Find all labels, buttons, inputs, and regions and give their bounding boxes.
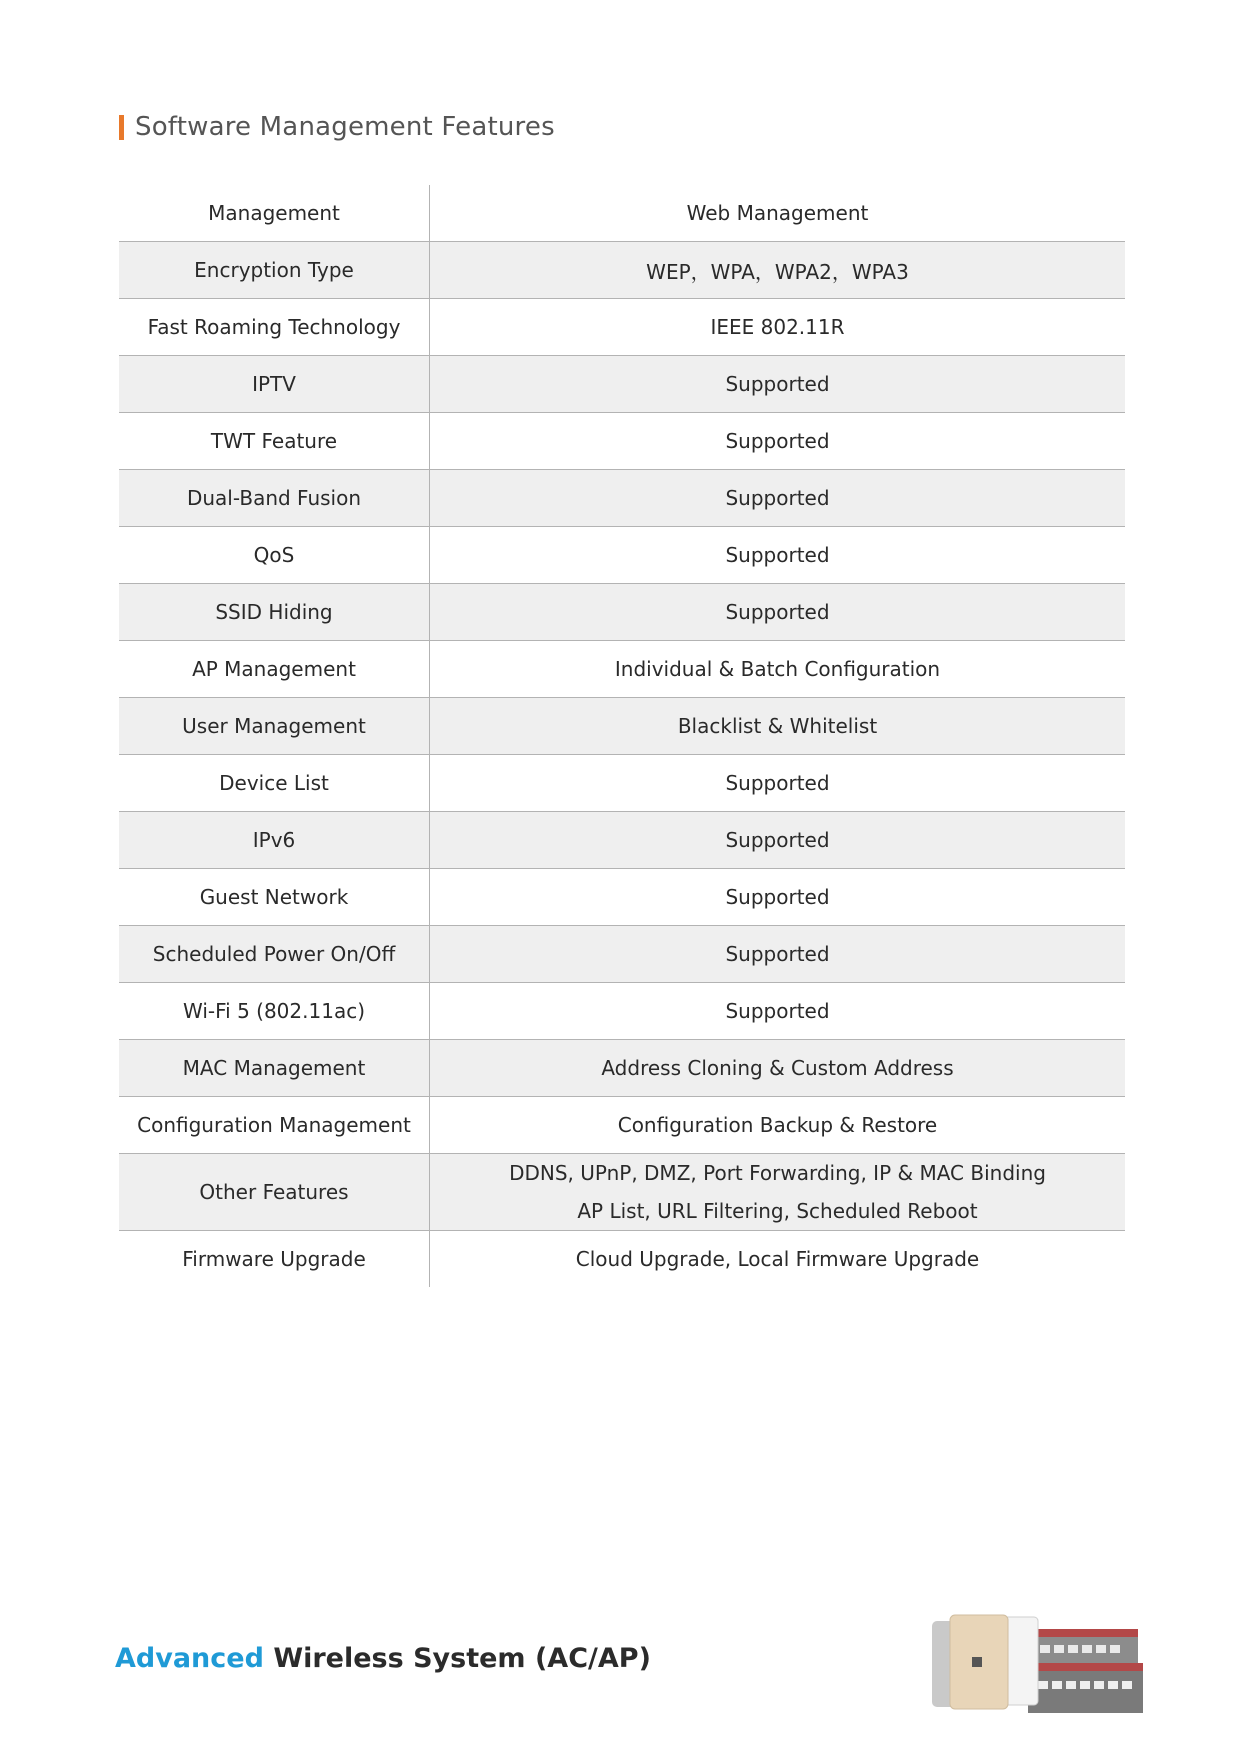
feature-value-text: Supported xyxy=(725,942,830,966)
footer-brand xyxy=(115,1643,651,1674)
feature-value-cell xyxy=(430,356,1126,413)
table-row xyxy=(119,527,1125,584)
feature-value-text: Supported xyxy=(725,771,830,795)
features-table xyxy=(119,185,1125,1287)
feature-name-cell: Encryption Type xyxy=(119,242,430,299)
feature-value-text: Cloud Upgrade, Local Firmware Upgrade xyxy=(575,1247,980,1271)
feature-value-cell xyxy=(430,641,1126,698)
feature-value-cell xyxy=(430,926,1126,983)
feature-value-cell xyxy=(430,812,1126,869)
feature-value-cell xyxy=(430,185,1126,242)
feature-value-cell xyxy=(430,413,1126,470)
feature-value-text: Configuration Backup & Restore xyxy=(617,1113,938,1137)
table-row xyxy=(119,1154,1125,1231)
feature-name-cell: Fast Roaming Technology xyxy=(119,299,430,356)
feature-value-text: IEEE 802.11R xyxy=(710,315,845,339)
feature-name-cell: Guest Network xyxy=(119,869,430,926)
table-row xyxy=(119,1097,1125,1154)
feature-name-cell: User Management xyxy=(119,698,430,755)
feature-name-cell: Management xyxy=(119,185,430,242)
feature-name-cell: Device List xyxy=(119,755,430,812)
feature-value-cell xyxy=(430,698,1126,755)
table-row xyxy=(119,698,1125,755)
table-row xyxy=(119,1231,1125,1288)
feature-name-cell: Wi-Fi 5 (802.11ac) xyxy=(119,983,430,1040)
table-row xyxy=(119,755,1125,812)
feature-value-cell xyxy=(430,1097,1126,1154)
feature-value-cell xyxy=(430,755,1126,812)
footer-rest-text: Wireless System (AC/AP) xyxy=(273,1643,651,1674)
feature-value-cell xyxy=(430,299,1126,356)
feature-name-cell: Configuration Management xyxy=(119,1097,430,1154)
feature-value-text: Supported xyxy=(725,429,830,453)
feature-value-text: DDNS, UPnP, DMZ, Port Forwarding, IP & MAC Binding xyxy=(509,1161,1046,1185)
feature-value-text: Blacklist & Whitelist xyxy=(677,714,878,738)
feature-name-cell: Firmware Upgrade xyxy=(119,1231,430,1288)
feature-value-text: Address Cloning & Custom Address xyxy=(601,1056,954,1080)
feature-name-cell: MAC Management xyxy=(119,1040,430,1097)
section-heading xyxy=(119,112,555,142)
table-row xyxy=(119,812,1125,869)
feature-value-cell xyxy=(430,1231,1126,1288)
feature-value-cell xyxy=(430,470,1126,527)
heading-accent-bar xyxy=(119,115,124,140)
wireless-ap-and-switch-devices-icon xyxy=(930,1605,1145,1725)
feature-value-text: Supported xyxy=(725,543,830,567)
feature-name-cell: Other Features xyxy=(119,1154,430,1231)
table-row xyxy=(119,242,1125,299)
feature-value-text: Supported xyxy=(725,999,830,1023)
feature-name-cell: Dual-Band Fusion xyxy=(119,470,430,527)
table-row xyxy=(119,1040,1125,1097)
section-title: Software Management Features xyxy=(135,112,555,142)
feature-value-text: Web Management xyxy=(686,201,869,225)
feature-value-cell xyxy=(430,527,1126,584)
feature-value-text: Supported xyxy=(725,372,830,396)
feature-name-cell: IPTV xyxy=(119,356,430,413)
feature-value-text: WEP，WPA，WPA2，WPA3 xyxy=(646,259,909,284)
feature-value-text: Supported xyxy=(725,600,830,624)
table-row xyxy=(119,470,1125,527)
feature-value-cell xyxy=(430,242,1126,299)
table-row xyxy=(119,983,1125,1040)
feature-name-cell: IPv6 xyxy=(119,812,430,869)
feature-value-text: Supported xyxy=(725,828,830,852)
feature-name-cell: TWT Feature xyxy=(119,413,430,470)
footer-accent-text: Advanced xyxy=(115,1643,264,1674)
feature-value-cell xyxy=(430,1154,1126,1231)
feature-name-cell: QoS xyxy=(119,527,430,584)
table-row xyxy=(119,413,1125,470)
feature-name-cell: AP Management xyxy=(119,641,430,698)
table-row xyxy=(119,185,1125,242)
feature-value-text: Supported xyxy=(725,885,830,909)
feature-name-cell: SSID Hiding xyxy=(119,584,430,641)
table-row xyxy=(119,926,1125,983)
table-row xyxy=(119,356,1125,413)
feature-value-cell xyxy=(430,869,1126,926)
table-row xyxy=(119,299,1125,356)
table-row xyxy=(119,641,1125,698)
feature-value-cell xyxy=(430,584,1126,641)
feature-value-cell xyxy=(430,983,1126,1040)
table-row xyxy=(119,869,1125,926)
feature-value-text: AP List, URL Filtering, Scheduled Reboot xyxy=(577,1199,978,1223)
feature-value-text: Supported xyxy=(725,486,830,510)
feature-value-text: Individual & Batch Configuration xyxy=(614,657,941,681)
feature-value-cell xyxy=(430,1040,1126,1097)
feature-name-cell: Scheduled Power On/Off xyxy=(119,926,430,983)
table-row xyxy=(119,584,1125,641)
